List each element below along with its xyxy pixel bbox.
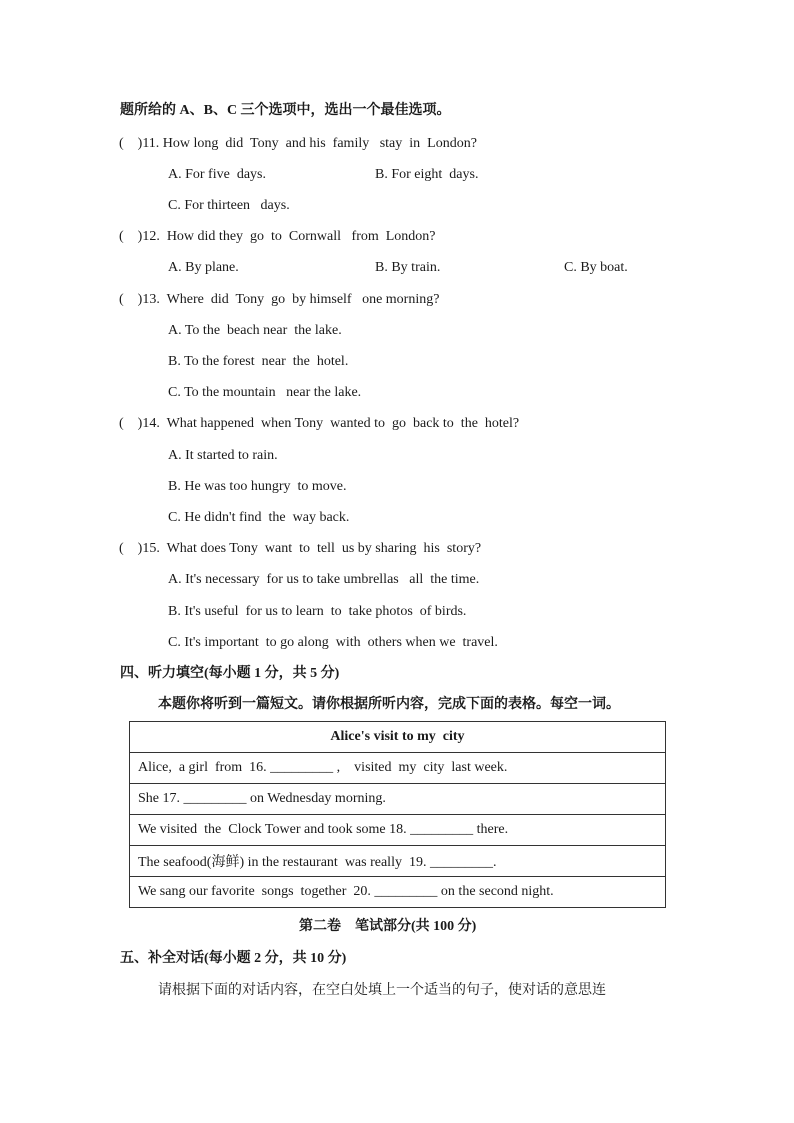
table-cell-17: She 17. _________ on Wednesday morning. [130,784,666,815]
section-5-heading: 五、补全对话(每小题 2 分，共 10 分) [120,951,347,966]
table-row [130,784,666,815]
table-row [130,815,666,846]
option-13b: B. To the forest near the hotel. [168,354,349,369]
question-13: ( )13. Where did Tony go by himself one morning? [119,292,440,307]
option-13a: A. To the beach near the lake. [168,323,342,338]
option-14a: A. It started to rain. [168,448,278,463]
option-12a: A. By plane. [168,260,239,275]
table-cell-18: We visited the Clock Tower and took some 18. _________ there. [130,815,666,846]
question-12: ( )12. How did they go to Cornwall from London? [119,229,436,244]
table-title: Alice's visit to my city [130,722,666,753]
table-header-row [130,722,666,753]
option-11a: A. For five days. [168,167,266,182]
option-15c: C. It's important to go along with others when we travel. [168,635,498,650]
question-15: ( )15. What does Tony want to tell us by sharing his story? [119,541,482,556]
table-cell-19: The seafood(海鲜) in the restaurant was really 19. _________. [130,846,666,877]
table-row [130,877,666,908]
table-cell-20: We sang our favorite songs together 20. _________ on the second night. [130,877,666,908]
instruction-intro: 题所给的 A、B、C 三个选项中，选出一个最佳选项。 [120,103,451,118]
question-14: ( )14. What happened when Tony wanted to go back to the hotel? [119,416,520,431]
table-row [130,846,666,877]
section-4-heading: 四、听力填空(每小题 1 分，共 5 分) [120,666,340,681]
option-15b: B. It's useful for us to learn to take photos of birds. [168,604,467,619]
listening-table [129,721,666,908]
option-15a: A. It's necessary for us to take umbrellas all the time. [168,572,480,587]
option-12c: C. By boat. [564,260,628,275]
option-12b: B. By train. [375,260,441,275]
option-14b: B. He was too hungry to move. [168,479,347,494]
question-11: ( )11. How long did Tony and his family stay in London? [119,136,477,151]
section-4-instruction: 本题你将听到一篇短文。请你根据所听内容，完成下面的表格。每空一词。 [158,697,620,712]
option-11b: B. For eight days. [375,167,479,182]
table-cell-16: Alice, a girl from 16. _________ , visited my city last week. [130,753,666,784]
part-2-heading: 第二卷 笔试部分(共 100 分) [299,919,477,934]
section-5-instruction: 请根据下面的对话内容，在空白处填上一个适当的句子，使对话的意思连 [158,983,606,998]
option-11c: C. For thirteen days. [168,198,290,213]
table-row [130,753,666,784]
option-14c: C. He didn't find the way back. [168,510,350,525]
option-13c: C. To the mountain near the lake. [168,385,362,400]
